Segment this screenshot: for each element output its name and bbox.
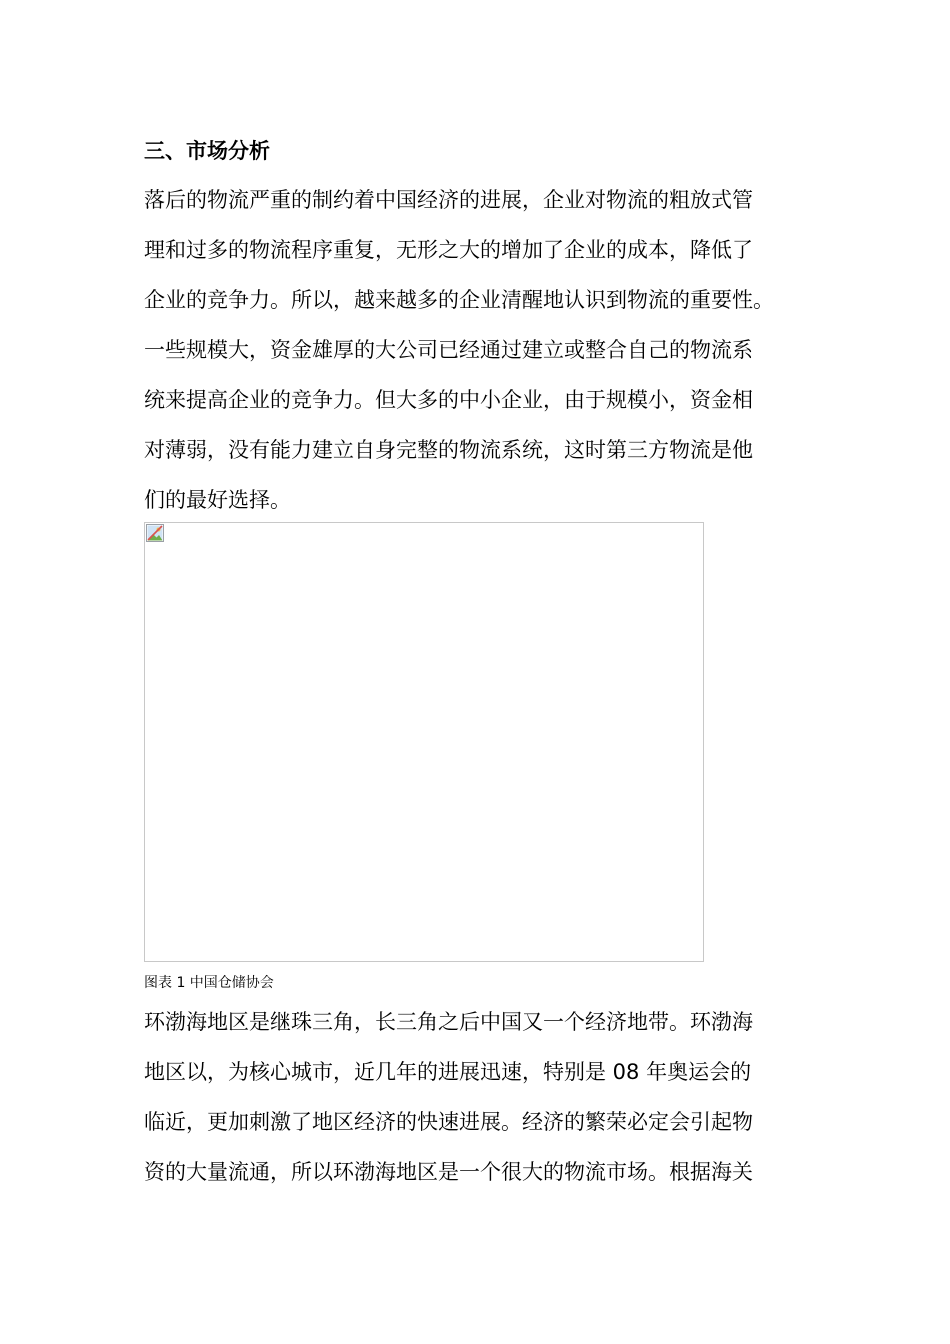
paragraph-line: 落后的物流严重的制约着中国经济的进展，企业对物流的粗放式管 — [144, 188, 753, 212]
paragraph-line: 们的最好选择。 — [144, 488, 291, 512]
paragraph-line: 环渤海地区是继珠三角，长三角之后中国又一个经济地带。环渤海 — [144, 1010, 753, 1034]
broken-image-icon — [146, 524, 164, 542]
paragraph-line: 资的大量流通，所以环渤海地区是一个很大的物流市场。根据海关 — [144, 1160, 753, 1184]
paragraph-line: 地区以，为核心城市，近几年的进展迅速，特别是 08 年奥运会的 — [144, 1060, 752, 1084]
section-heading: 三、市场分析 — [144, 139, 270, 163]
paragraph-line: 对薄弱，没有能力建立自身完整的物流系统，这时第三方物流是他 — [144, 438, 753, 462]
paragraph-bohai-region — [144, 997, 844, 1197]
paragraph-market-intro — [144, 175, 844, 525]
paragraph-line: 理和过多的物流程序重复，无形之大的增加了企业的成本，降低了 — [144, 238, 753, 262]
figure-placeholder — [144, 522, 704, 962]
paragraph-line: 一些规模大，资金雄厚的大公司已经通过建立或整合自己的物流系 — [144, 338, 753, 362]
figure-caption: 图表 1 中国仓储协会 — [144, 975, 274, 991]
paragraph-line: 企业的竞争力。所以，越来越多的企业清醒地认识到物流的重要性。 — [144, 288, 774, 312]
paragraph-line: 临近，更加刺激了地区经济的快速进展。经济的繁荣必定会引起物 — [144, 1110, 753, 1134]
paragraph-line: 统来提高企业的竞争力。但大多的中小企业，由于规模小，资金相 — [144, 388, 753, 412]
